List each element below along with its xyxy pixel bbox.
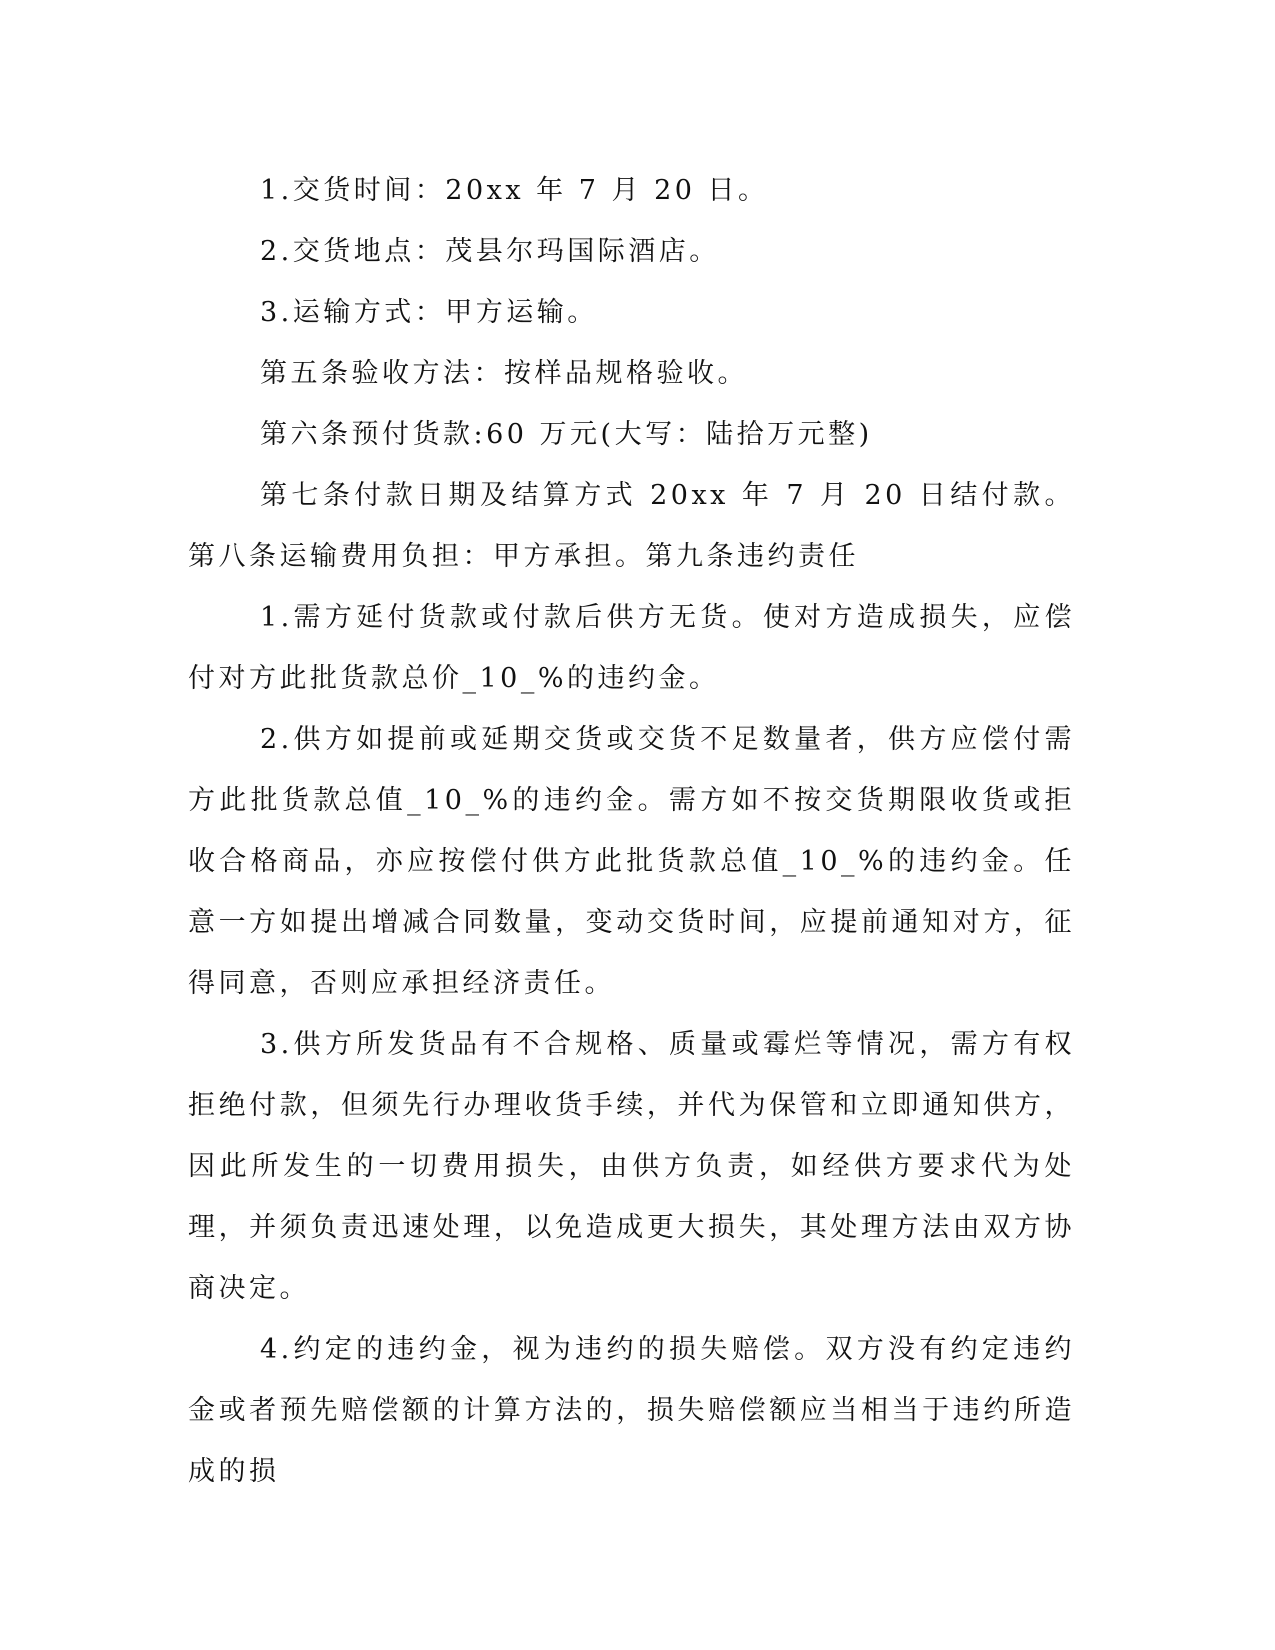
article-6-paragraph: 第六条预付货款:60 万元(大写：陆拾万元整): [260, 419, 873, 450]
transport-method-paragraph: 3.运输方式：甲方运输。: [260, 297, 598, 328]
delivery-time-paragraph: 1.交货时间：20xx 年 7 月 20 日。: [260, 175, 769, 206]
liability-clause-2: 2.供方如提前或延期交货或交货不足数量者，供方应偿付需方此批货款总值_10_%的违约金。需方如不按交货期限收货或拒收合格商品，亦应按偿付供方此批货款总值_10_%的违约金。任意一方如提出增减合同数量，变动交货时间，应提前通知对方，征得同意，否则应承担经济责任。: [188, 724, 1075, 999]
liability-clause-3: 3.供方所发货品有不合规格、质量或霉烂等情况，需方有权拒绝付款，但须先行办理收货手续，并代为保管和立即通知供方，因此所发生的一切费用损失，由供方负责，如经供方要求代为处理，并须负责迅速处理，以免造成更大损失，其处理方法由双方协商决定。: [188, 1029, 1075, 1304]
article-7-9-paragraph: 第七条付款日期及结算方式 20xx 年 7 月 20 日结付款。第八条运输费用负担：甲方承担。第九条违约责任: [188, 480, 1075, 572]
delivery-location-paragraph: 2.交货地点：茂县尔玛国际酒店。: [260, 236, 720, 267]
document-body: [188, 160, 1075, 1502]
liability-clause-4: 4.约定的违约金，视为违约的损失赔偿。双方没有约定违约金或者预先赔偿额的计算方法的，损失赔偿额应当相当于违约所造成的损: [188, 1334, 1075, 1487]
liability-clause-1: 1.需方延付货款或付款后供方无货。使对方造成损失，应偿付对方此批货款总价_10_%的违约金。: [188, 602, 1075, 694]
article-5-paragraph: 第五条验收方法：按样品规格验收。: [260, 358, 748, 389]
